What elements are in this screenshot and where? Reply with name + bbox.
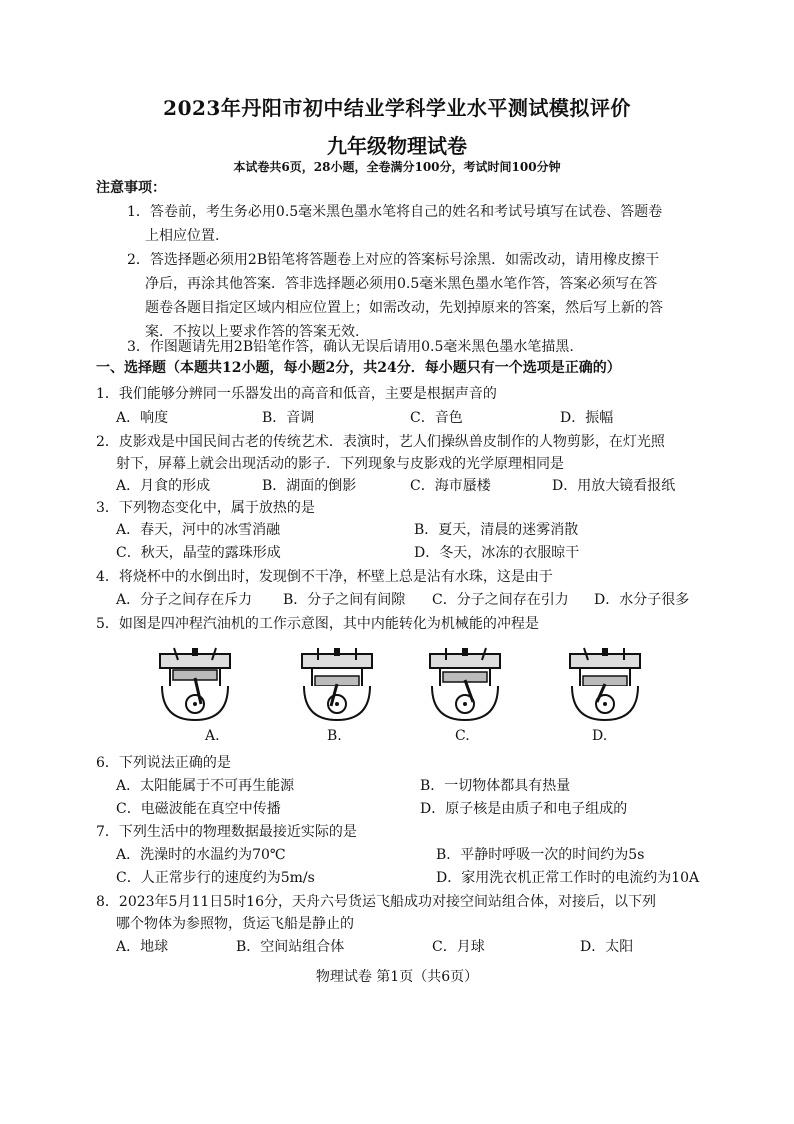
q7-option-d: D．家用洗衣机正常工作时的电流约为10A: [436, 870, 700, 886]
q6-option-c: C．电磁波能在真空中传播: [116, 801, 281, 817]
question-4-stem: 4．将烧杯中的水倒出时，发现倒不干净，杯壁上总是沾有水珠，这是由于: [96, 569, 553, 585]
question-8-stem: 8．2023年5月11日5时16分，天舟六号货运飞船成功对接空间站组合体，对接后，以下列: [96, 894, 656, 910]
engine-label-d: D.: [592, 728, 608, 744]
q2-option-d: D．用放大镜看报纸: [552, 478, 676, 494]
q4-option-b: B．分子之间有间隙: [283, 592, 406, 608]
q8-option-d: D．太阳: [580, 939, 634, 955]
q4-option-d: D．水分子很多: [594, 592, 690, 608]
question-5-stem: 5．如图是四冲程汽油机的工作示意图，其中内能转化为机械能的冲程是: [96, 616, 539, 632]
q3-option-a: A．春天，河中的冰雪消融: [116, 522, 281, 538]
q6-option-a: A．太阳能属于不可再生能源: [116, 778, 295, 794]
engine-label-a: A.: [205, 728, 220, 744]
q8-option-a: A．地球: [116, 939, 169, 955]
q1-option-d: D．振幅: [560, 410, 614, 426]
exam-title: 2023年丹阳市初中结业学科学业水平测试模拟评价: [163, 96, 631, 120]
q2-option-a: A．月食的形成: [116, 478, 211, 494]
note-line: 案．不按以上要求作答的答案无效.: [145, 324, 360, 340]
engine-diagram-b: [298, 646, 376, 724]
q4-option-c: C．分子之间存在引力: [432, 592, 569, 608]
q4-option-a: A．分子之间存在斥力: [116, 592, 253, 608]
note-line: 上相应位置.: [145, 228, 220, 244]
note-line: 1．答卷前，考生务必用0.5毫米黑色墨水笔将自己的姓名和考试号填写在试卷、答题卷: [127, 204, 663, 220]
q7-option-c: C．人正常步行的速度约为5m/s: [116, 870, 315, 886]
q8-option-b: B．空间站组合体: [236, 939, 345, 955]
q3-option-c: C．秋天，晶莹的露珠形成: [116, 545, 281, 561]
q3-option-b: B．夏天，清晨的迷雾消散: [414, 522, 579, 538]
engine-diagram-a: [156, 646, 234, 724]
page-footer: 物理试卷 第1页（共6页）: [315, 969, 479, 985]
engine-diagram-d: [566, 646, 644, 724]
note-line: 净后，再涂其他答案．答非选择题必须用0.5毫米黑色墨水笔作答，答案必须写在答: [145, 276, 658, 292]
q6-option-d: D．原子核是由质子和电子组成的: [420, 801, 628, 817]
engine-label-b: B.: [327, 728, 342, 744]
q1-option-c: C．音色: [410, 410, 463, 426]
note-line: 题卷各题目指定区域内相应位置上；如需改动，先划掉原来的答案，然后写上新的答: [145, 300, 663, 316]
note-line: 3．作图题请先用2B铅笔作答，确认无误后请用0.5毫米黑色墨水笔描黑.: [127, 339, 574, 355]
q2-option-c: C．海市蜃楼: [410, 478, 491, 494]
notes-heading: 注意事项：: [96, 180, 166, 196]
engine-diagram-c: [426, 646, 504, 724]
question-8-stem-cont: 哪个物体为参照物，货运飞船是静止的: [116, 916, 354, 932]
question-7-stem: 7．下列生活中的物理数据最接近实际的是: [96, 824, 357, 840]
question-2-stem: 2．皮影戏是中国民间古老的传统艺术．表演时，艺人们操纵兽皮制作的人物剪影，在灯光照: [96, 434, 665, 450]
note-line: 2．答选择题必须用2B铅笔将答题卷上对应的答案标号涂黑．如需改动，请用橡皮擦干: [127, 252, 660, 268]
question-6-stem: 6．下列说法正确的是: [96, 755, 231, 771]
exam-subtitle: 九年级物理试卷: [327, 134, 467, 158]
q1-option-b: B．音调: [262, 410, 315, 426]
exam-info: 本试卷共6页，28小题，全卷满分100分，考试时间100分钟: [233, 160, 561, 174]
q8-option-c: C．月球: [432, 939, 485, 955]
section-heading: 一、选择题（本题共12小题，每小题2分，共24分．每小题只有一个选项是正确的）: [96, 360, 621, 376]
engine-label-c: C.: [455, 728, 470, 744]
q3-option-d: D．冬天，冰冻的衣服晾干: [414, 545, 580, 561]
q1-option-a: A．响度: [116, 410, 169, 426]
q6-option-b: B．一切物体都具有热量: [420, 778, 571, 794]
q7-option-b: B．平静时呼吸一次的时间约为5s: [436, 847, 645, 863]
q7-option-a: A．洗澡时的水温约为70℃: [116, 847, 286, 863]
question-3-stem: 3．下列物态变化中，属于放热的是: [96, 500, 315, 516]
question-1-stem: 1．我们能够分辨同一乐器发出的高音和低音，主要是根据声音的: [96, 386, 497, 402]
q2-option-b: B．湖面的倒影: [262, 478, 357, 494]
question-2-stem-cont: 射下，屏幕上就会出现活动的影子．下列现象与皮影戏的光学原理相同是: [116, 456, 564, 472]
